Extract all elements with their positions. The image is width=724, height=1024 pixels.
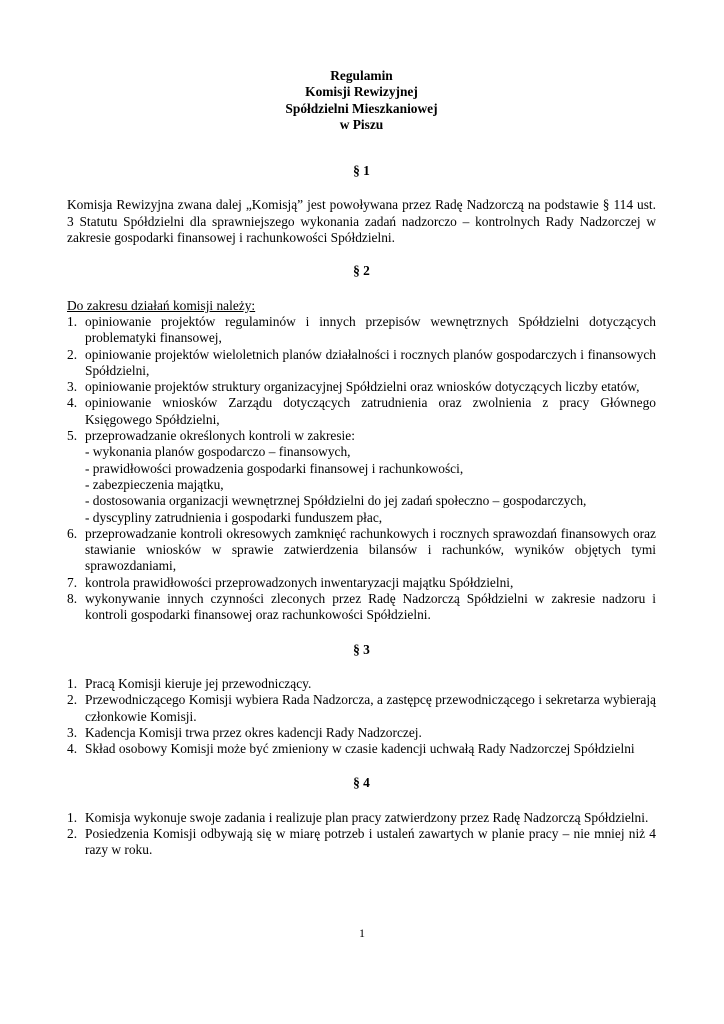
item-number: 1. [67,313,78,329]
item-number: 1. [67,809,78,825]
item-text: Skład osobowy Komisji może być zmieniony w czasie kadencji uchwałą Rady Nadzorczej Spółdzielni [85,741,635,757]
title-line: w Piszu [339,116,384,132]
list-item [67,810,656,826]
item-text: opiniowanie projektów wieloletnich planów działalności i rocznych planów gospodarczych i finansowych Spółdzielni, [85,346,656,378]
list-item [67,692,656,725]
item-text: przeprowadzanie określonych kontroli w zakresie: [85,428,355,444]
sub-item: - dyscypliny zatrudnienia i gospodarki funduszem płac, [85,509,383,525]
item-number: 1. [67,675,78,691]
item-text: kontrola prawidłowości przeprowadzonych inwentaryzacji majątku Spółdzielni, [85,574,514,590]
list-item [67,428,656,526]
item-number: 3. [67,724,78,740]
list-item [67,395,656,428]
list-item [67,575,656,591]
item-text: Komisja wykonuje swoje zadania i realizuje plan pracy zatwierdzony przez Radę Nadzorczą Spółdzielni. [85,809,649,825]
item-number: 5. [67,428,78,444]
list-item [67,379,656,395]
list-item [67,314,656,347]
section-heading-2: § 2 [353,263,370,279]
item-number: 8. [67,591,78,607]
item-number: 2. [67,346,78,362]
item-text: Posiedzenia Komisji odbywają się w miarę potrzeb i ustaleń zawartych w planie pracy – nie mniej niż 4 razy w roku. [85,825,656,858]
section-3-list [67,676,656,757]
section-2-list [67,314,656,624]
sub-item: - dostosowania organizacji wewnętrznej Spółdzielni do jej zadań społeczno – gospodarczych, [85,493,587,509]
document-title [67,68,656,133]
list-item [67,725,656,741]
list-item [67,526,656,575]
item-text: Przewodniczącego Komisji wybiera Rada Nadzorcza, a zastępcę przewodniczącego i sekretarza wybierają członkowie Komisji. [85,692,656,724]
section-2-lead: Do zakresu działań komisji należy: [67,297,256,313]
item-text: Kadencja Komisji trwa przez okres kadencji Rady Nadzorczej. [85,724,422,740]
item-text: wykonywanie innych czynności zleconych przez Radę Nadzorczą Spółdzielni w zakresie nadzoru i kontroli gospodarki finansowej oraz rachunkowości Spółdzielni. [85,591,656,623]
item-number: 4. [67,741,78,757]
title-line: Spółdzielni Mieszkaniowej [285,100,438,116]
list-item [67,676,656,692]
item-number: 3. [67,379,78,395]
title-line: Komisji Rewizyjnej [305,84,418,100]
section-1-text: Komisja Rewizyjna zwana dalej „Komisją” jest powoływana przez Radę Nadzorczą na podstawie § 114 ust. 3 Statutu Spółdzielni dla sprawniejszego wykonania zadań nadzorczo – kontrolnych Rady Nadzorczej w zakresie gospodarki finansowej i rachunkowości Spółdzielni. [67,197,656,246]
list-item [67,826,656,859]
item-number: 4. [67,395,78,411]
title-line: Regulamin [330,68,393,83]
section-4-list [67,810,656,859]
item-text: opiniowanie projektów regulaminów i innych przepisów wewnętrznych Spółdzielni dotyczących problematyki finansowej, [85,313,656,346]
section-heading-1: § 1 [353,163,370,179]
sub-item: - zabezpieczenia majątku, [85,476,224,492]
list-item [67,741,656,757]
list-item [67,347,656,380]
item-number: 7. [67,574,78,590]
page-number: 1 [359,926,365,940]
item-text: przeprowadzanie kontroli okresowych zamknięć rachunkowych i rocznych sprawozdań finansowych oraz stawianie wniosków w sprawie zatwierdzenia bilansów i rachunków, wyników objętych tymi sprawozdaniami, [85,525,656,574]
item-text: Pracą Komisji kieruje jej przewodniczący. [85,675,312,691]
sub-item: - prawidłowości prowadzenia gospodarki finansowej i rachunkowości, [85,460,464,476]
item-number: 2. [67,825,78,841]
item-number: 6. [67,525,78,541]
sub-item: - wykonania planów gospodarczo – finansowych, [85,444,351,460]
item-number: 2. [67,692,78,708]
section-heading-3: § 3 [353,641,370,657]
list-item [67,591,656,624]
section-heading-4: § 4 [353,775,370,791]
document-page [67,68,656,859]
item-text: opiniowanie wniosków Zarządu dotyczących zatrudnienia oraz zwolnienia z pracy Głównego Księgowego Spółdzielni, [85,395,656,427]
item-text: opiniowanie projektów struktury organizacyjnej Spółdzielni oraz wniosków dotyczących liczby etatów, [85,379,640,395]
